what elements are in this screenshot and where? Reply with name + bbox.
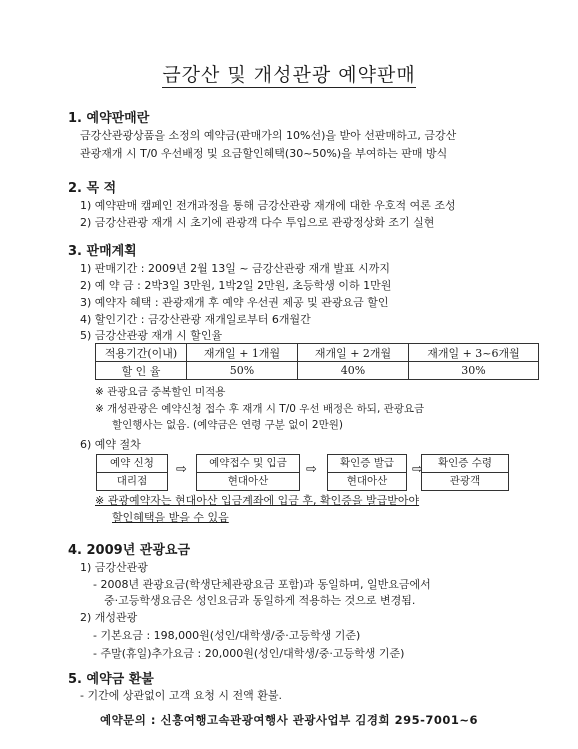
procedure-label: 6) 예약 절차 (80, 438, 141, 451)
table-header-cell: 재개일 + 3~6개월 (409, 344, 539, 362)
flow-step-actor: 관광객 (449, 475, 481, 487)
flow-step-title: 예약 신청 (97, 455, 167, 473)
section-3-line: 5) 금강산관광 재개 시 할인율 (80, 329, 223, 342)
table-cell: 30% (409, 362, 539, 380)
discount-rate-table (95, 343, 539, 380)
section-4-line: 1) 금강산관광 (80, 561, 148, 574)
section-2-line: 2) 금강산관광 재개 시 초기에 관광객 다수 투입으로 관광정상화 조기 실현 (80, 216, 435, 229)
flow-step-title: 예약접수 및 입금 (197, 455, 299, 473)
flow-step-title: 확인증 수령 (422, 455, 508, 473)
section-4-line: 중·고등학생요금은 성인요금과 동일하게 적용하는 것으로 변경됨. (104, 594, 416, 607)
section-1-heading: 1. 예약판매란 (68, 111, 150, 126)
section-3-line: 3) 예약자 혜택 : 관광재개 후 예약 우선권 제공 및 관광요금 할인 (80, 296, 389, 309)
section-3-heading: 3. 판매계획 (68, 244, 137, 259)
table-header-row (96, 344, 539, 362)
arrow-right-icon: ⇨ (306, 462, 317, 477)
page-title: 금강산 및 개성관광 예약판매 (162, 64, 416, 86)
table-row (96, 362, 539, 380)
section-4-line: - 기본요금 : 198,000원(성인/대학생/중·고등학생 기준) (93, 629, 361, 642)
table-header-cell: 적용기간(이내) (96, 344, 187, 362)
note-line: ※ 관광요금 중복할인 미적용 (95, 386, 226, 398)
section-4-line: - 2008년 관광요금(학생단체관광요금 포함)과 동일하며, 일반요금에서 (93, 578, 431, 591)
flow-step-box (196, 454, 300, 491)
table-header-cell: 재개일 + 2개월 (298, 344, 409, 362)
note-line: 할인행사는 없음. (예약금은 연령 구분 없이 2만원) (112, 419, 343, 431)
table-cell: 50% (187, 362, 298, 380)
flow-step-box (327, 454, 407, 491)
table-header-cell: 재개일 + 1개월 (187, 344, 298, 362)
section-1-line: 관광재개 시 T/0 우선배정 및 요금할인혜택(30~50%)을 부여하는 판매 방식 (80, 147, 448, 160)
flow-step-actor: 현대아산 (227, 475, 269, 487)
flow-step-box (96, 454, 168, 491)
flow-note-line: 할인혜택을 받을 수 있음 (112, 511, 229, 524)
section-5-line: - 기간에 상관없이 고객 요청 시 전액 환불. (80, 689, 282, 702)
section-4-line: - 주말(휴일)추가요금 : 20,000원(성인/대학생/중·고등학생 기준) (93, 647, 405, 660)
section-4-line: 2) 개성관광 (80, 611, 138, 624)
flow-step-title: 확인증 발급 (328, 455, 406, 473)
flow-note-line: ※ 관광예약자는 현대아산 입금계좌에 입금 후, 확인증을 발급받아야 (95, 494, 420, 507)
section-4-heading: 4. 2009년 관광요금 (68, 543, 191, 558)
flow-step-box (421, 454, 509, 491)
contact-footer: 예약문의 : 신흥여행고속관광여행사 관광사업부 김경희 295-7001~6 (99, 713, 479, 727)
section-2-heading: 2. 목 적 (68, 181, 117, 196)
arrow-right-icon: ⇨ (412, 462, 423, 477)
section-2-line: 1) 예약판매 캠페인 전개과정을 통해 금강산관광 재개에 대한 우호적 여론 조성 (80, 199, 456, 212)
table-cell: 40% (298, 362, 409, 380)
flow-step-actor: 대리점 (116, 475, 148, 487)
section-1-line: 금강산관광상품을 소정의 예약금(판매가의 10%선)을 받아 선판매하고, 금강산 (80, 129, 457, 142)
arrow-right-icon: ⇨ (176, 462, 187, 477)
section-3-line: 1) 판매기간 : 2009년 2월 13일 ~ 금강산관광 재개 발표 시까지 (80, 262, 391, 275)
section-5-heading: 5. 예약금 환불 (68, 672, 154, 687)
table-cell: 할 인 율 (96, 362, 187, 380)
flow-step-actor: 현대아산 (346, 475, 388, 487)
section-3-line: 2) 예 약 금 : 2박3일 3만원, 1박2일 2만원, 초등학생 이하 1만원 (80, 279, 392, 292)
note-line: ※ 개성관광은 예약신청 접수 후 재개 시 T/0 우선 배정은 하되, 관광요금 (95, 403, 425, 415)
section-3-line: 4) 할인기간 : 금강산관광 재개일로부터 6개월간 (80, 313, 311, 326)
